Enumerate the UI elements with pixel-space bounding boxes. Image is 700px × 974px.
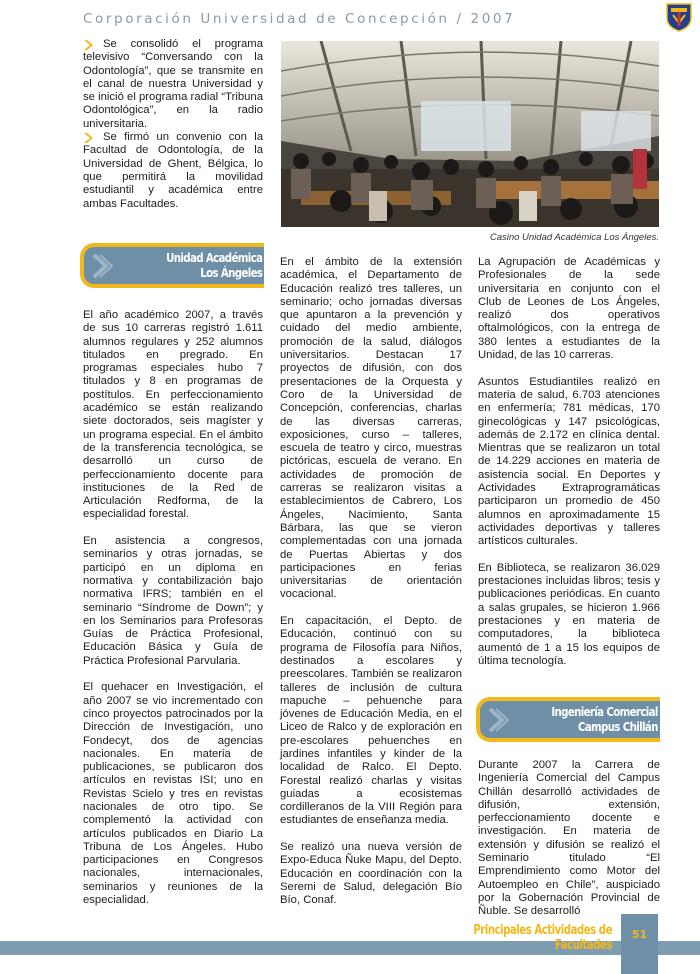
chevron-right-icon — [90, 253, 116, 279]
section-header-los-angeles — [80, 243, 264, 288]
paragraph: En el ámbito de la extensión académica, el Departamento de Educación realizó tres talleres, un seminario; ocho jornadas diversas que apuntaron a la prevención y cuidado del medio ambiente, promoción de la salud, diálogos universitarios. Destacan 17 proyectos de difusión, con dos presentaciones de la Orquesta y Coro de la Universidad de Concepción, conferencias, charlas de las diversas carreras, exposiciones, curso – talleres, escuela de teatro y circo, muestras pictóricas, escuela de verano. En actividades de promoción de carreras se realizaron visitas a establecimientos de Cabrero, Los Ángeles, Nacimiento, Santa Bárbara, las que se vieron complementadas con una jornada de Puertas Abiertas y dos participaciones en ferias universitarias de orientación vocacional. — [280, 256, 462, 601]
section-header-chillan — [476, 697, 660, 742]
paragraph: En capacitación, el Depto. de Educación, continuó con su programa de Filosofía para Niños, destinados a escolares y preescolares. También se realizaron talleres de inclusión de cultura mapuche – pehuenche para jóvenes de Educación Media, en el Liceo de Ralco y de exploración en pre-escolares pehuenches en jardines infantiles y kinder de la localidad de Ralco. El Depto. Forestal realizó charlas y visitas guiadas a ecosistemas cordilleranos de la VIII Región para estudiantes de enseñanza media. — [280, 615, 462, 827]
column-3-continued — [478, 759, 660, 932]
page-header-title: Corporación Universidad de Concepción / 2007 — [83, 11, 516, 27]
bullet-text: Se firmó un convenio con la Facultad de Odontología, de la Universidad de Ghent, Bélgica, lo que permitirá la movilidad estudiantil y académica entre ambas Facultades. — [83, 131, 263, 210]
paragraph: En asistencia a congresos, seminarios y otras jornadas, se participó en un diploma en normativa y contabilización bajo normativa IFRS; también en el seminario “Síndrome de Down”; y en los Seminarios para Profesoras Guías de Práctica Profesional, Educación Básica y Guía de Práctica Profesional Parvularia. — [83, 535, 263, 667]
photo-caption: Casino Unidad Académica Los Ángeles. — [489, 232, 659, 243]
paragraph: En Biblioteca, se realizaron 36.029 prestaciones incluidas libros; tesis y publicaciones periódicas. En cuanto a salas grupales, se hicieron 1.966 prestaciones y en materia de computadores, la biblioteca aumentó de 1 a 15 los equipos de última tecnología. — [478, 561, 660, 667]
paragraph: El año académico 2007, a través de sus 10 carreras registró 1.611 alumnos regulares y 252 alumnos titulados en pregrado. En programas especiales hubo 7 titulados y 8 en programas de postítulos. En perfeccionamiento académico se están realizando siete doctorados, seis magíster y un programa especial. En el ámbito de la transferencia tecnológica, se desarrolló un curso de perfeccionamiento docente para instituciones de la Red de Articulación Redforma, de la especialidad forestal. — [83, 309, 263, 521]
section-title: Ingeniería Comercial Campus Chillán — [551, 704, 658, 734]
paragraph: Durante 2007 la Carrera de Ingeniería Comercial del Campus Chillán desarrolló actividades de difusión, extensión, perfeccionamiento docente e investigación. En materia de extensión y difusión se realizó el Seminario titulado “El Emprendimiento como Motor del Autoempleo en Chile”, auspiciado por la Gobernación Provincial de Ñuble. Se desarrolló — [478, 759, 660, 918]
paragraph: El quehacer en Investigación, el año 2007 se vio incrementado con cinco proyectos patrocinados por la Dirección de Investigación, uno Fondecyt, dos de agencias nacionales. En materia de publicaciones, se publicaron dos artículos en revistas ISI; uno en Revistas Scielo y tres en revistas nacionales de otro tipo. Se complementó la actividad con artículos publicados en Diario La Tribuna de Los Ángeles. Hubo participaciones en Congresos nacionales, internacionales, seminarios y reuniones de la especialidad. — [83, 681, 263, 907]
paragraph: Asuntos Estudiantiles realizó en materia de salud, 6.703 atenciones en enfermería; 781 médicas, 170 ginecológicas y 147 psicológicas, además de 2.172 en clínica dental. Mientras que se realizaron un total de 14.229 acciones en materia de asistencia social. En Deportes y Actividades Extraprogramáticas participaron un promedio de 450 alumnos en aproximadamente 15 actividades deportivas y talleres artísticos culturales. — [478, 375, 660, 548]
paragraph: Se realizó una nueva versión de Expo-Educa Ñuke Mapu, del Depto. Educación en coordinación con la Seremi de Salud, delegación Bío Bío, Conaf. — [280, 841, 462, 907]
page-number-tab — [621, 914, 658, 974]
cafeteria-photo — [281, 41, 659, 227]
footer-title: Principales Actividades de Facultades — [473, 923, 612, 953]
page-number: 51 — [631, 928, 648, 941]
section-title: Unidad Académica Los Ángeles — [165, 250, 262, 280]
photo-illustration — [281, 41, 659, 227]
university-crest-logo — [665, 2, 693, 32]
list-item — [83, 131, 263, 211]
column-1 — [83, 309, 263, 921]
column-3 — [478, 256, 660, 682]
chevron-right-icon — [83, 40, 94, 50]
paragraph: La Agrupación de Académicas y Profesionales de la sede universitaria en conjunto con el Club de Leones de Los Ángeles, realizó dos operativos oftalmológicos, con la entrega de 380 lentes a estudiantes de la Unidad, de las 10 carreras. — [478, 256, 660, 362]
column-2 — [280, 256, 462, 921]
bullet-list — [83, 38, 263, 211]
chevron-right-icon — [486, 707, 512, 733]
list-item — [83, 38, 263, 131]
bullet-text: Se consolidó el programa televisivo “Conversando con la Odontología”, que se transmite en el canal de nuestra Universidad y se inició el programa radial “Tribuna Odontológica”, en la radio universitaria. — [83, 38, 263, 130]
chevron-right-icon — [83, 133, 94, 143]
